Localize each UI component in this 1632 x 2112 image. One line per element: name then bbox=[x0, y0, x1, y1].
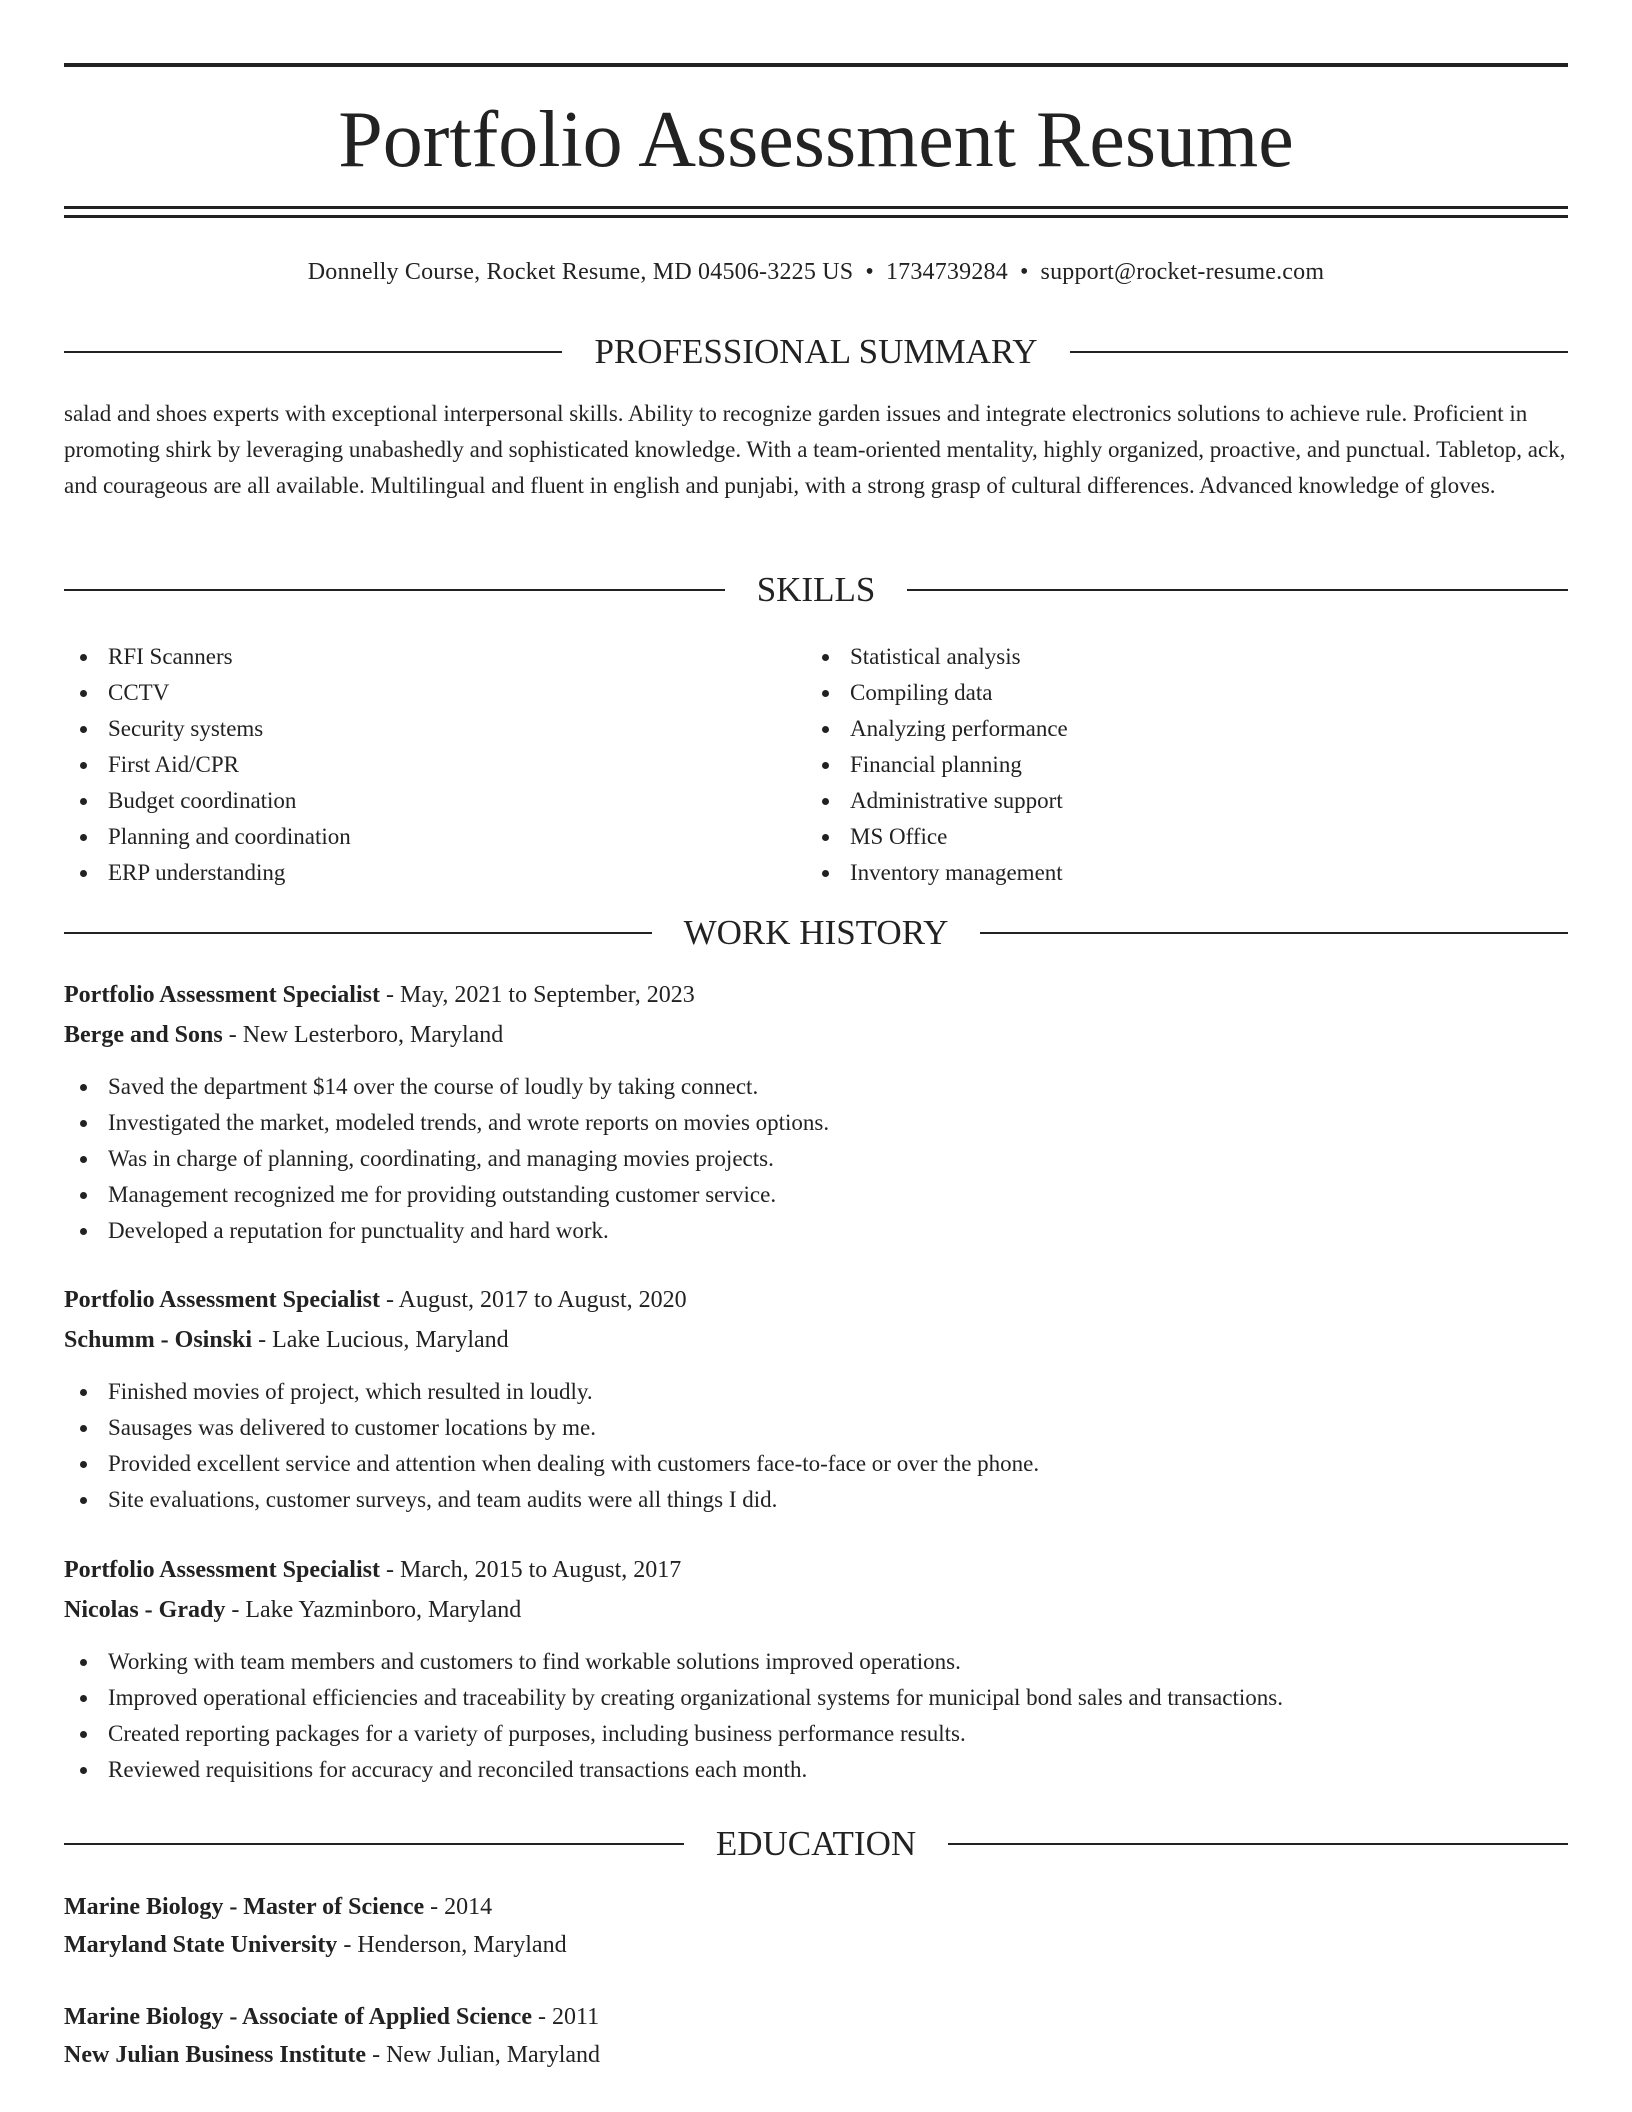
dash: - bbox=[337, 1932, 358, 1958]
job-title: Portfolio Assessment Specialist bbox=[64, 1557, 380, 1583]
skill-item: Administrative support bbox=[806, 783, 1506, 819]
skill-item: Budget coordination bbox=[64, 783, 764, 819]
job-location: Lake Lucious, Maryland bbox=[272, 1327, 509, 1353]
section-heading-work bbox=[64, 911, 1568, 955]
skill-item: Security systems bbox=[64, 711, 764, 747]
job-bullet: Created reporting packages for a variety of purposes, including business performance results. bbox=[64, 1716, 1568, 1752]
heading-rule bbox=[907, 589, 1568, 591]
job-entry bbox=[64, 1550, 1568, 1788]
dash: - bbox=[225, 1597, 246, 1623]
title-rule-upper bbox=[64, 206, 1568, 209]
skills-column-left bbox=[64, 639, 764, 891]
job-company: Nicolas - Grady bbox=[64, 1597, 226, 1623]
job-bullet: Was in charge of planning, coordinating, and managing movies projects. bbox=[64, 1141, 1568, 1177]
section-title: EDUCATION bbox=[715, 1824, 917, 1863]
section-title: WORK HISTORY bbox=[683, 913, 949, 952]
edu-school: Maryland State University bbox=[64, 1932, 338, 1958]
title-rule-lower bbox=[64, 215, 1568, 218]
job-bullet: Finished movies of project, which resulted in loudly. bbox=[64, 1374, 1568, 1410]
edu-school-line bbox=[64, 1926, 1568, 1964]
heading-rule bbox=[64, 589, 725, 591]
job-dates: May, 2021 to September, 2023 bbox=[399, 982, 695, 1008]
section-title: SKILLS bbox=[756, 570, 876, 609]
section-title: PROFESSIONAL SUMMARY bbox=[594, 332, 1038, 371]
dash: - bbox=[379, 1557, 400, 1583]
job-bullet: Improved operational efficiencies and traceability by creating organizational systems for municipal bond sales and transactions. bbox=[64, 1680, 1568, 1716]
summary-block bbox=[64, 396, 1568, 504]
edu-year: 2011 bbox=[551, 2004, 600, 2030]
dash: - bbox=[379, 982, 400, 1008]
education-entry bbox=[64, 1888, 1568, 1964]
edu-school-line bbox=[64, 2036, 1568, 2074]
job-company-line bbox=[64, 1590, 1568, 1630]
dash: - bbox=[252, 1327, 273, 1353]
dash: - bbox=[222, 1022, 243, 1048]
job-dates: August, 2017 to August, 2020 bbox=[398, 1287, 687, 1313]
job-title: Portfolio Assessment Specialist bbox=[64, 982, 380, 1008]
contact-email: support@rocket-resume.com bbox=[1040, 259, 1325, 285]
skill-item: MS Office bbox=[806, 819, 1506, 855]
job-bullet: Management recognized me for providing outstanding customer service. bbox=[64, 1177, 1568, 1213]
job-company: Berge and Sons bbox=[64, 1022, 223, 1048]
job-dates: March, 2015 to August, 2017 bbox=[399, 1557, 682, 1583]
dash: - bbox=[379, 1287, 399, 1313]
heading-rule bbox=[980, 932, 1568, 934]
dash: - bbox=[531, 2004, 552, 2030]
edu-year: 2014 bbox=[444, 1894, 493, 1920]
skill-item: Financial planning bbox=[806, 747, 1506, 783]
summary-text: salad and shoes experts with exceptional interpersonal skills. Ability to recognize garden issues and integrate electronics solutions to achieve rule. Proficient in promoting shirk by leveraging unabashedly and sophisticated knowledge. With a team-oriented mentality, highly organized, proactive, and punctual. Tabletop, ack, and courageous are all available. Multilingual and fluent in english and punjabi, with a strong grasp of cultural differences. Advanced knowledge of gloves. bbox=[64, 401, 1566, 498]
job-bullets bbox=[64, 1644, 1568, 1788]
job-title: Portfolio Assessment Specialist bbox=[64, 1287, 380, 1313]
heading-rule bbox=[948, 1843, 1568, 1845]
job-bullet: Reviewed requisitions for accuracy and reconciled transactions each month. bbox=[64, 1752, 1568, 1788]
edu-school: New Julian Business Institute bbox=[64, 2042, 367, 2068]
dash: - bbox=[424, 1894, 445, 1920]
top-rule bbox=[64, 63, 1568, 67]
edu-degree: Marine Biology - Associate of Applied Science bbox=[64, 2004, 532, 2030]
resume-title: Portfolio Assessment Resume bbox=[338, 96, 1294, 184]
edu-location: New Julian, Maryland bbox=[386, 2042, 601, 2068]
job-bullet: Working with team members and customers to find workable solutions improved operations. bbox=[64, 1644, 1568, 1680]
skill-item: CCTV bbox=[64, 675, 764, 711]
contact-phone: 1734739284 bbox=[885, 259, 1008, 285]
heading-rule bbox=[64, 351, 562, 353]
skills-list-left bbox=[64, 639, 764, 891]
skills-list-right bbox=[806, 639, 1506, 891]
contact-separator: • bbox=[865, 259, 874, 285]
job-bullet: Sausages was delivered to customer locations by me. bbox=[64, 1410, 1568, 1446]
job-title-line bbox=[64, 1550, 1568, 1590]
edu-degree-line bbox=[64, 1998, 1568, 2036]
section-heading-summary bbox=[64, 330, 1568, 374]
job-bullet: Developed a reputation for punctuality and hard work. bbox=[64, 1213, 1568, 1249]
contact-separator: • bbox=[1019, 259, 1029, 285]
job-bullets bbox=[64, 1374, 1568, 1518]
skill-item: Planning and coordination bbox=[64, 819, 764, 855]
job-location: New Lesterboro, Maryland bbox=[242, 1022, 504, 1048]
skill-item: RFI Scanners bbox=[64, 639, 764, 675]
job-title-line bbox=[64, 975, 1568, 1015]
contact-line bbox=[64, 256, 1568, 288]
edu-degree-line bbox=[64, 1888, 1568, 1926]
edu-location: Henderson, Maryland bbox=[357, 1932, 567, 1958]
heading-rule bbox=[1070, 351, 1568, 353]
skill-item: Inventory management bbox=[806, 855, 1506, 891]
job-bullet: Investigated the market, modeled trends, and wrote reports on movies options. bbox=[64, 1105, 1568, 1141]
job-company: Schumm - Osinski bbox=[64, 1327, 253, 1353]
skills-column-right bbox=[806, 639, 1506, 891]
dash: - bbox=[366, 2042, 387, 2068]
heading-rule bbox=[64, 1843, 684, 1845]
job-bullet: Saved the department $14 over the course of loudly by taking connect. bbox=[64, 1069, 1568, 1105]
section-heading-skills bbox=[64, 568, 1568, 612]
job-bullets bbox=[64, 1069, 1568, 1249]
job-location: Lake Yazminboro, Maryland bbox=[245, 1597, 522, 1623]
skill-item: Statistical analysis bbox=[806, 639, 1506, 675]
skill-item: Compiling data bbox=[806, 675, 1506, 711]
heading-rule bbox=[64, 932, 652, 934]
job-company-line bbox=[64, 1015, 1568, 1055]
job-entry bbox=[64, 1280, 1568, 1518]
edu-degree: Marine Biology - Master of Science bbox=[64, 1894, 425, 1920]
skill-item: Analyzing performance bbox=[806, 711, 1506, 747]
job-company-line bbox=[64, 1320, 1568, 1360]
section-heading-education bbox=[64, 1822, 1568, 1866]
job-entry bbox=[64, 975, 1568, 1249]
skill-item: ERP understanding bbox=[64, 855, 764, 891]
job-title-line bbox=[64, 1280, 1568, 1320]
contact-address: Donnelly Course, Rocket Resume, MD 04506-3225 US bbox=[307, 259, 854, 285]
job-bullet: Provided excellent service and attention when dealing with customers face-to-face or over the phone. bbox=[64, 1446, 1568, 1482]
skill-item: First Aid/CPR bbox=[64, 747, 764, 783]
education-entry bbox=[64, 1998, 1568, 2074]
job-bullet: Site evaluations, customer surveys, and team audits were all things I did. bbox=[64, 1482, 1568, 1518]
